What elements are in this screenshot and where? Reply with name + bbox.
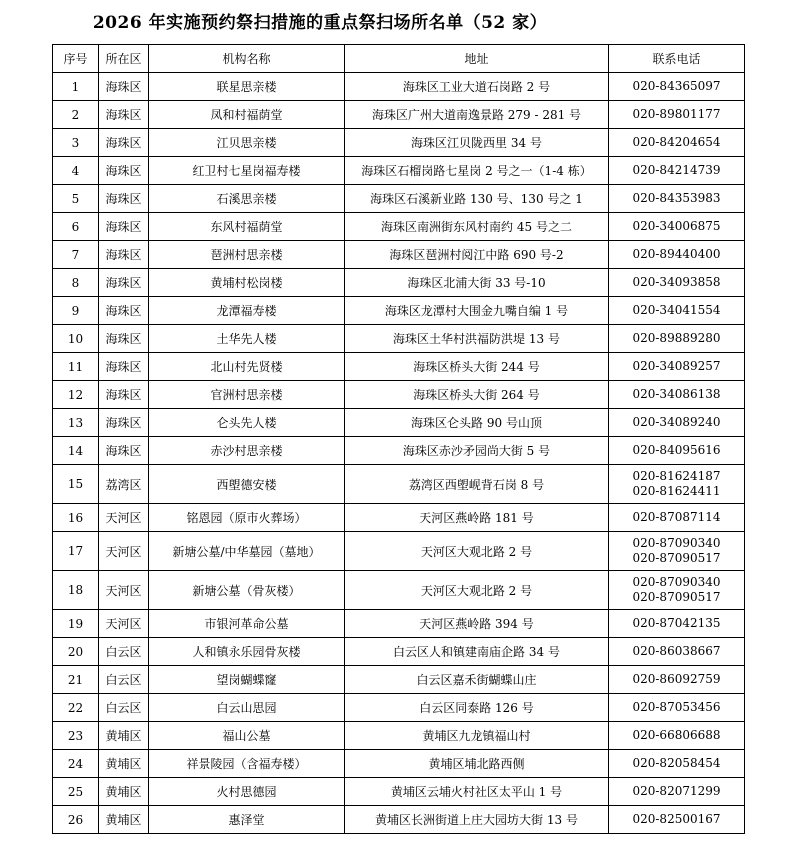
row-address: 荔湾区西塱岘背石岗 8 号	[345, 465, 609, 504]
row-index: 13	[53, 409, 99, 437]
row-address: 海珠区江贝陇西里 34 号	[345, 129, 609, 157]
row-district: 海珠区	[99, 381, 149, 409]
phone-number: 020-87053456	[632, 700, 721, 714]
row-index: 1	[53, 73, 99, 101]
phone-number: 020-82071299	[632, 784, 721, 798]
row-phone	[609, 666, 745, 694]
row-phone	[609, 806, 745, 834]
row-phone	[609, 694, 745, 722]
row-phone	[609, 353, 745, 381]
document-title: 2026 年实施预约祭扫措施的重点祭扫场所名单（52 家）	[92, 13, 548, 33]
row-venue-name: 市银河革命公墓	[149, 610, 345, 638]
row-index: 6	[53, 213, 99, 241]
row-venue-name: 福山公墓	[149, 722, 345, 750]
row-venue-name: 火村思德园	[149, 778, 345, 806]
table-row	[53, 465, 745, 504]
row-venue-name: 石溪思亲楼	[149, 185, 345, 213]
row-district: 天河区	[99, 504, 149, 532]
row-address: 白云区同泰路 126 号	[345, 694, 609, 722]
table-row	[53, 269, 745, 297]
row-district: 黄埔区	[99, 750, 149, 778]
row-address: 海珠区琶洲村阅江中路 690 号-2	[345, 241, 609, 269]
row-venue-name: 红卫村七星岗福寿楼	[149, 157, 345, 185]
row-phone	[609, 213, 745, 241]
table-row	[53, 101, 745, 129]
phone-number: 020-81624187	[632, 469, 721, 483]
row-index: 24	[53, 750, 99, 778]
row-index: 5	[53, 185, 99, 213]
row-phone	[609, 73, 745, 101]
row-address: 天河区大观北路 2 号	[345, 571, 609, 610]
table-row	[53, 504, 745, 532]
row-address: 海珠区广州大道南逸景路 279 - 281 号	[345, 101, 609, 129]
phone-number: 020-87042135	[632, 616, 721, 630]
row-index: 17	[53, 532, 99, 571]
table-row	[53, 610, 745, 638]
row-phone	[609, 722, 745, 750]
row-index: 23	[53, 722, 99, 750]
row-venue-name: 西塱德安楼	[149, 465, 345, 504]
row-district: 海珠区	[99, 73, 149, 101]
row-venue-name: 龙潭福寿楼	[149, 297, 345, 325]
phone-number: 020-86092759	[632, 672, 721, 686]
row-venue-name: 祥景陵园（含福寿楼）	[149, 750, 345, 778]
row-index: 16	[53, 504, 99, 532]
table-header-row	[53, 45, 745, 73]
phone-number: 020-81624411	[632, 484, 721, 498]
row-phone	[609, 750, 745, 778]
row-phone	[609, 504, 745, 532]
row-venue-name: 惠泽堂	[149, 806, 345, 834]
phone-number: 020-87090340	[632, 536, 721, 550]
row-address: 白云区人和镇建南庙企路 34 号	[345, 638, 609, 666]
table-row	[53, 571, 745, 610]
phone-number: 020-82500167	[632, 812, 721, 826]
row-district: 海珠区	[99, 409, 149, 437]
row-venue-name: 仑头先人楼	[149, 409, 345, 437]
row-district: 白云区	[99, 666, 149, 694]
row-address: 天河区燕岭路 181 号	[345, 504, 609, 532]
row-phone	[609, 325, 745, 353]
phone-number: 020-34089257	[632, 359, 721, 373]
phone-number: 020-87090517	[632, 551, 721, 565]
row-index: 7	[53, 241, 99, 269]
row-district: 海珠区	[99, 241, 149, 269]
phone-number: 020-34041554	[632, 303, 721, 317]
phone-number: 020-34006875	[632, 219, 721, 233]
header-district: 所在区	[99, 45, 149, 73]
phone-number: 020-87090340	[632, 575, 721, 589]
phone-number: 020-86038667	[632, 644, 721, 658]
row-venue-name: 琶洲村思亲楼	[149, 241, 345, 269]
row-index: 9	[53, 297, 99, 325]
row-district: 海珠区	[99, 185, 149, 213]
row-phone	[609, 185, 745, 213]
row-venue-name: 黄埔村松岗楼	[149, 269, 345, 297]
phone-number: 020-87087114	[632, 510, 721, 524]
row-index: 21	[53, 666, 99, 694]
row-venue-name: 白云山思园	[149, 694, 345, 722]
row-index: 3	[53, 129, 99, 157]
row-index: 10	[53, 325, 99, 353]
row-venue-name: 望岗蝴蝶窿	[149, 666, 345, 694]
table-row	[53, 129, 745, 157]
row-phone	[609, 532, 745, 571]
table-row	[53, 437, 745, 465]
table-row	[53, 409, 745, 437]
table-row	[53, 750, 745, 778]
table-row	[53, 325, 745, 353]
row-phone	[609, 269, 745, 297]
row-district: 海珠区	[99, 129, 149, 157]
row-address: 海珠区土华村洪福防洪堤 13 号	[345, 325, 609, 353]
row-venue-name: 联星思亲楼	[149, 73, 345, 101]
row-phone	[609, 437, 745, 465]
row-district: 海珠区	[99, 437, 149, 465]
row-district: 海珠区	[99, 269, 149, 297]
phone-number: 020-84095616	[632, 443, 721, 457]
row-index: 8	[53, 269, 99, 297]
row-venue-name: 官洲村思亲楼	[149, 381, 345, 409]
row-phone	[609, 241, 745, 269]
row-phone	[609, 409, 745, 437]
phone-number: 020-84204654	[632, 135, 721, 149]
row-venue-name: 赤沙村思亲楼	[149, 437, 345, 465]
row-phone	[609, 101, 745, 129]
phone-number: 020-84353983	[632, 191, 721, 205]
row-venue-name: 北山村先贤楼	[149, 353, 345, 381]
row-address: 海珠区桥头大街 264 号	[345, 381, 609, 409]
row-venue-name: 东风村福荫堂	[149, 213, 345, 241]
row-address: 海珠区仑头路 90 号山顶	[345, 409, 609, 437]
table-row	[53, 806, 745, 834]
row-address: 海珠区南洲街东风村南约 45 号之二	[345, 213, 609, 241]
row-district: 海珠区	[99, 213, 149, 241]
row-address: 海珠区石溪新业路 130 号、130 号之 1	[345, 185, 609, 213]
header-index: 序号	[53, 45, 99, 73]
row-venue-name: 凤和村福荫堂	[149, 101, 345, 129]
table-row	[53, 353, 745, 381]
phone-number: 020-34086138	[632, 387, 721, 401]
header-phone: 联系电话	[609, 45, 745, 73]
row-district: 白云区	[99, 694, 149, 722]
row-phone	[609, 778, 745, 806]
row-phone	[609, 129, 745, 157]
row-district: 天河区	[99, 610, 149, 638]
table-row	[53, 694, 745, 722]
row-address: 天河区大观北路 2 号	[345, 532, 609, 571]
phone-number: 020-34089240	[632, 415, 721, 429]
phone-number: 020-84214739	[632, 163, 721, 177]
row-district: 天河区	[99, 532, 149, 571]
row-index: 26	[53, 806, 99, 834]
phone-number: 020-82058454	[632, 756, 721, 770]
row-address: 海珠区北浦大街 33 号-10	[345, 269, 609, 297]
row-district: 黄埔区	[99, 722, 149, 750]
row-venue-name: 土华先人楼	[149, 325, 345, 353]
row-index: 2	[53, 101, 99, 129]
table-row	[53, 722, 745, 750]
table-row	[53, 297, 745, 325]
row-address: 黄埔区埔北路西侧	[345, 750, 609, 778]
row-address: 海珠区赤沙矛园尚大街 5 号	[345, 437, 609, 465]
row-phone	[609, 571, 745, 610]
row-index: 20	[53, 638, 99, 666]
row-venue-name: 江贝思亲楼	[149, 129, 345, 157]
row-address: 海珠区桥头大街 244 号	[345, 353, 609, 381]
phone-number: 020-84365097	[632, 79, 721, 93]
venue-table	[52, 44, 745, 834]
row-address: 黄埔区长洲街道上庄大园坊大街 13 号	[345, 806, 609, 834]
phone-number: 020-87090517	[632, 590, 721, 604]
phone-number: 020-89801177	[632, 107, 721, 121]
row-address: 黄埔区云埔火村社区太平山 1 号	[345, 778, 609, 806]
row-district: 黄埔区	[99, 778, 149, 806]
phone-number: 020-66806688	[632, 728, 721, 742]
row-address: 黄埔区九龙镇福山村	[345, 722, 609, 750]
row-phone	[609, 638, 745, 666]
header-name: 机构名称	[149, 45, 345, 73]
phone-number: 020-89889280	[632, 331, 721, 345]
row-phone	[609, 297, 745, 325]
row-district: 海珠区	[99, 157, 149, 185]
row-district: 海珠区	[99, 325, 149, 353]
row-phone	[609, 157, 745, 185]
table-row	[53, 381, 745, 409]
row-venue-name: 铭恩园（原市火葬场）	[149, 504, 345, 532]
row-phone	[609, 610, 745, 638]
row-phone	[609, 465, 745, 504]
row-district: 海珠区	[99, 101, 149, 129]
table-row	[53, 213, 745, 241]
row-venue-name: 新塘公墓/中华墓园（墓地）	[149, 532, 345, 571]
table-row	[53, 666, 745, 694]
row-index: 18	[53, 571, 99, 610]
table-row	[53, 638, 745, 666]
row-index: 11	[53, 353, 99, 381]
row-address: 海珠区石榴岗路七星岗 2 号之一（1-4 栋）	[345, 157, 609, 185]
phone-number: 020-89440400	[632, 247, 721, 261]
row-venue-name: 新塘公墓（骨灰楼）	[149, 571, 345, 610]
row-district: 荔湾区	[99, 465, 149, 504]
row-index: 4	[53, 157, 99, 185]
row-district: 海珠区	[99, 297, 149, 325]
row-index: 15	[53, 465, 99, 504]
row-address: 天河区燕岭路 394 号	[345, 610, 609, 638]
row-address: 海珠区龙潭村大围金九嘴自编 1 号	[345, 297, 609, 325]
table-row	[53, 241, 745, 269]
row-district: 海珠区	[99, 353, 149, 381]
row-phone	[609, 381, 745, 409]
table-row	[53, 532, 745, 571]
row-index: 19	[53, 610, 99, 638]
row-index: 14	[53, 437, 99, 465]
table-row	[53, 157, 745, 185]
row-address: 白云区嘉禾街蝴蝶山庄	[345, 666, 609, 694]
row-index: 25	[53, 778, 99, 806]
row-district: 白云区	[99, 638, 149, 666]
header-address: 地址	[345, 45, 609, 73]
row-district: 黄埔区	[99, 806, 149, 834]
row-district: 天河区	[99, 571, 149, 610]
table-row	[53, 778, 745, 806]
table-row	[53, 73, 745, 101]
phone-number: 020-34093858	[632, 275, 721, 289]
row-index: 22	[53, 694, 99, 722]
row-venue-name: 人和镇永乐园骨灰楼	[149, 638, 345, 666]
table-row	[53, 185, 745, 213]
row-address: 海珠区工业大道石岗路 2 号	[345, 73, 609, 101]
row-index: 12	[53, 381, 99, 409]
